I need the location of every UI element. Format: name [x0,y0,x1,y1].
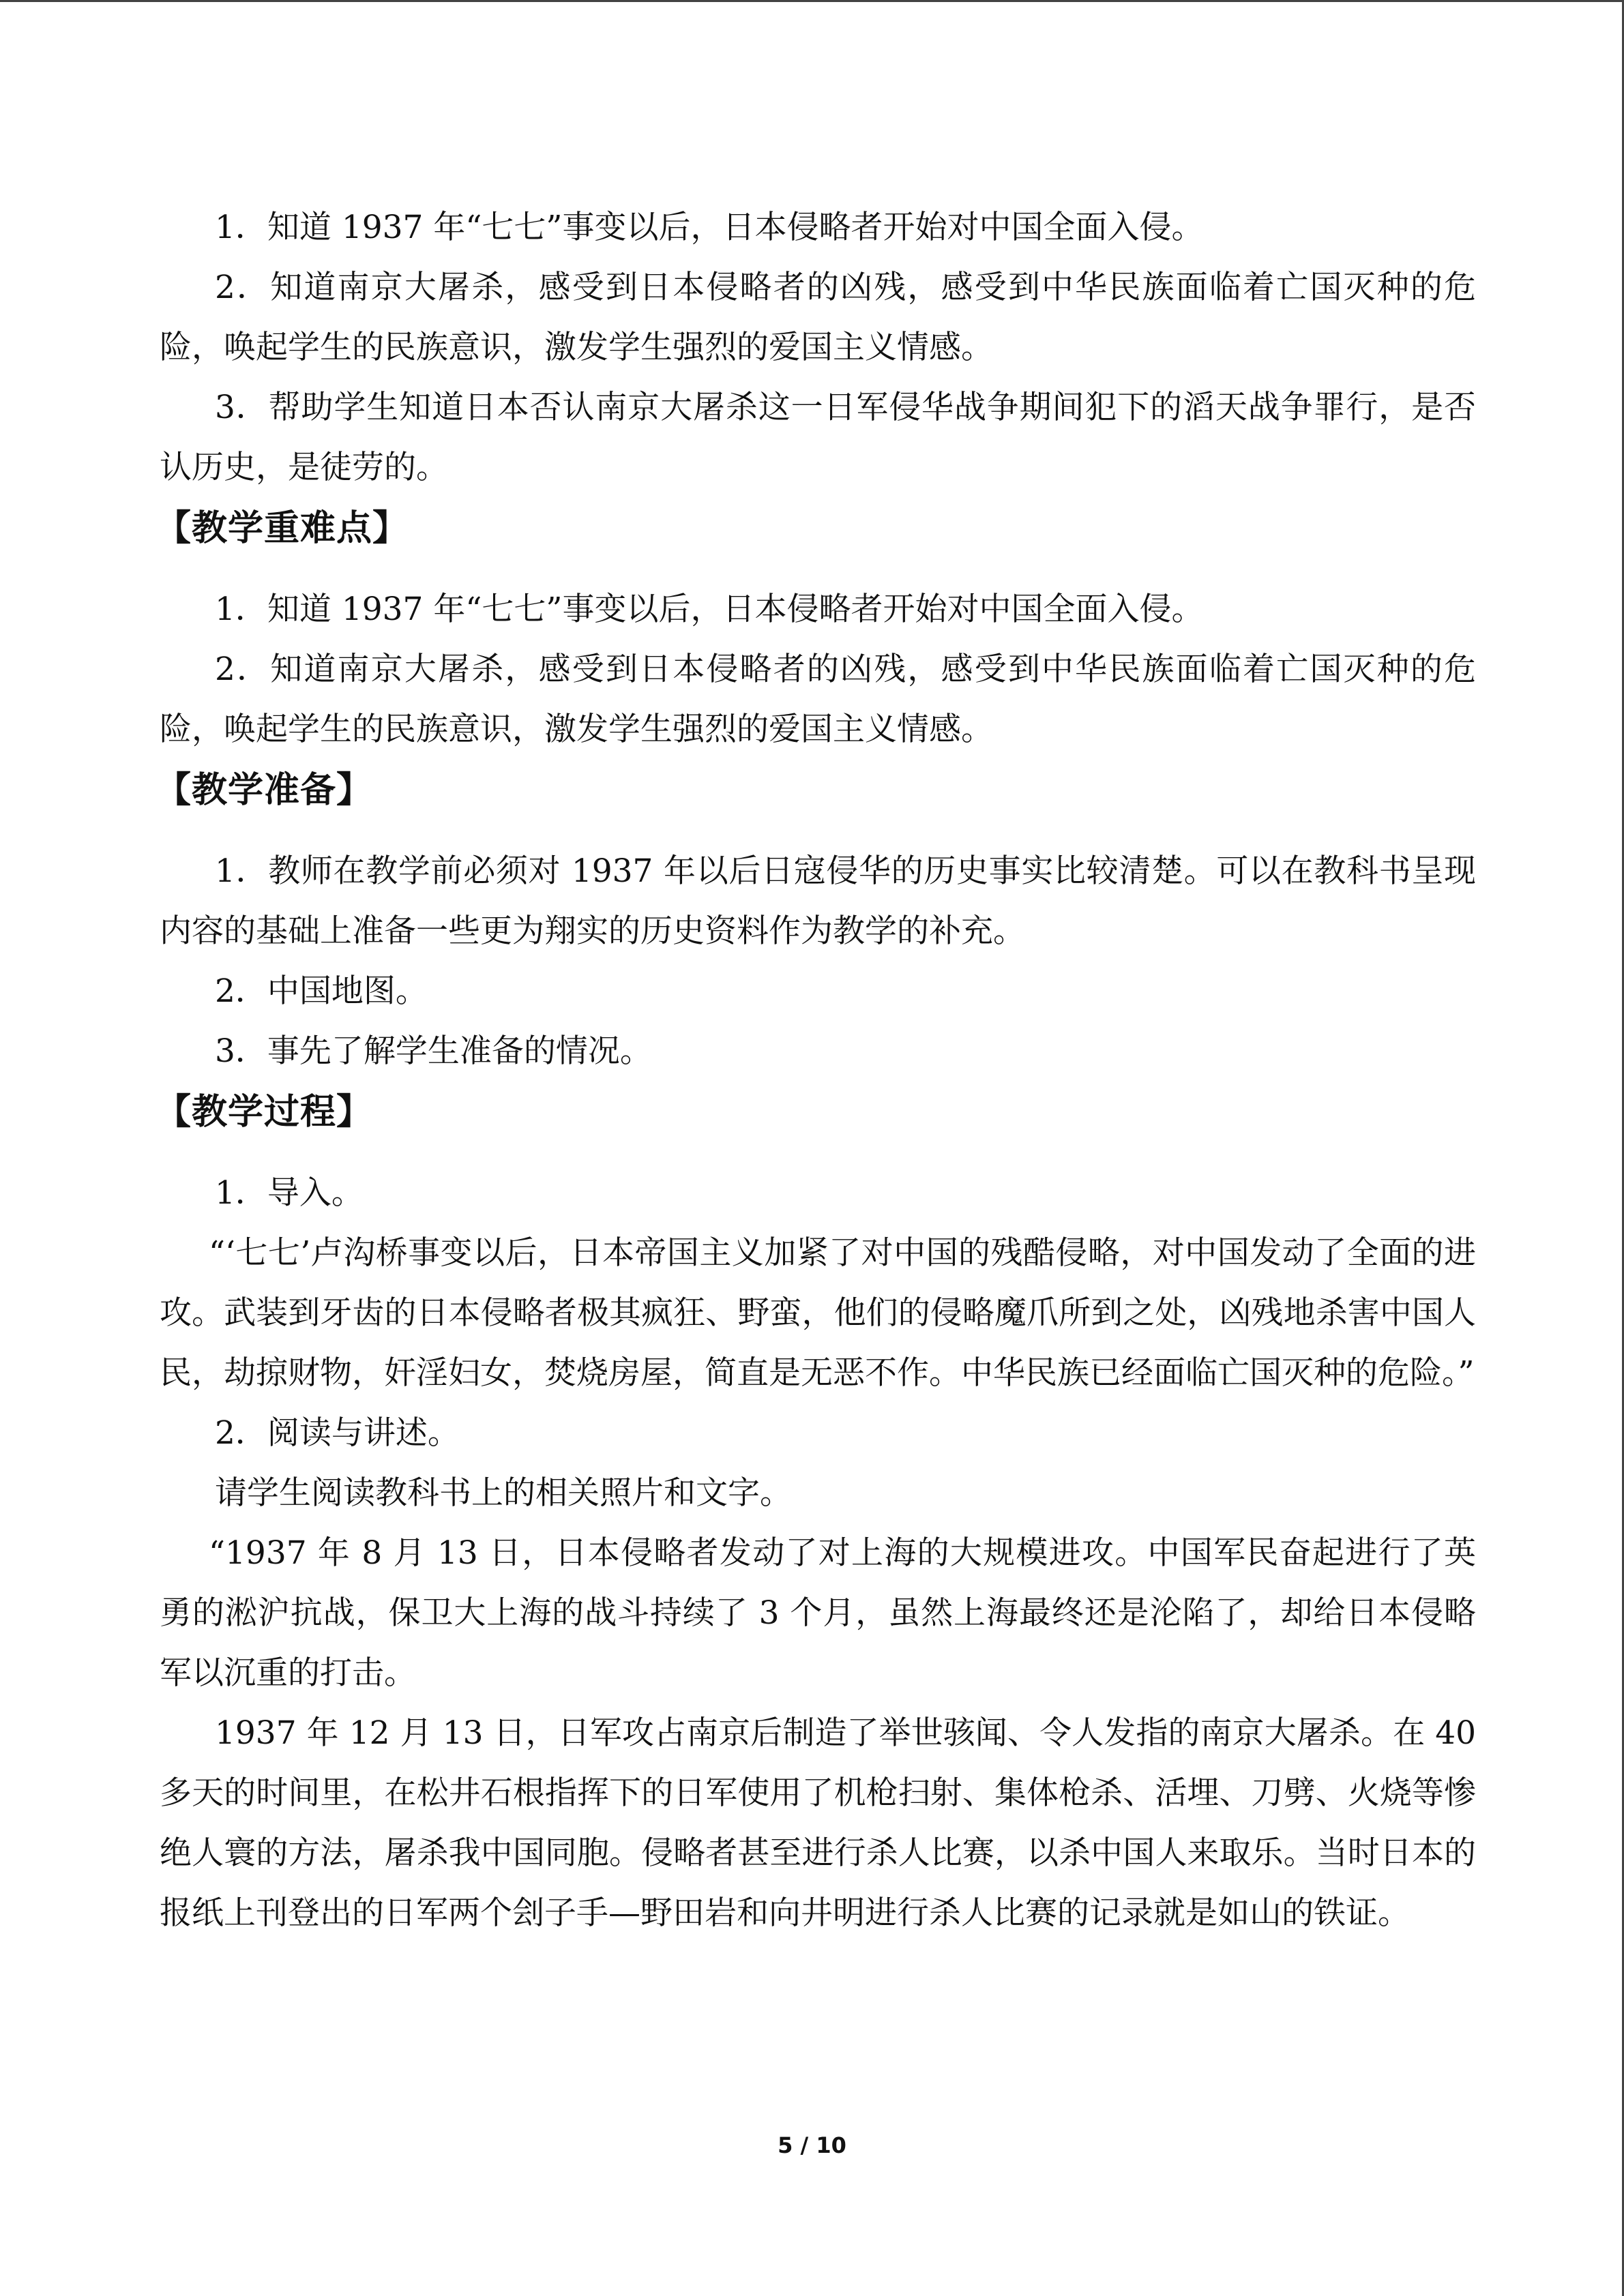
goal-item: 1．知道 1937 年“七七”事变以后，日本侵略者开始对中国全面入侵。 [215,209,1204,246]
process-step-title: 1．导入。 [215,1174,364,1212]
page-number: 5 / 10 [778,2132,846,2158]
process-quote: “1937 年 8 月 13 日，日本侵略者发动了对上海的大规模进攻。中国军民奋起进行了英勇的淞沪抗战，保卫大上海的战斗持续了 3 个月，虽然上海最终还是沦陷了，却给日本侵略军以沉重的打击。 [160,1534,1476,1692]
section-heading-process: 【教学过程】 [156,1092,373,1133]
page-border-top [0,0,1624,2]
process-step-title: 2．阅读与讲述。 [215,1414,460,1452]
process-quote: “‘七七’卢沟桥事变以后，日本帝国主义加紧了对中国的残酷侵略，对中国发动了全面的进攻。武装到牙齿的日本侵略者极其疯狂、野蛮，他们的侵略魔爪所到之处，凶残地杀害中国人民，劫掠财物，奸淫妇女，焚烧房屋，简直是无恶不作。中华民族已经面临亡国灭种的危险。” [160,1234,1476,1392]
key-point-item: 1．知道 1937 年“七七”事变以后，日本侵略者开始对中国全面入侵。 [215,591,1204,628]
preparation-item: 1．教师在教学前必须对 1937 年以后日寇侵华的历史事实比较清楚。可以在教科书呈现内容的基础上准备一些更为翔实的历史资料作为教学的补充。 [160,852,1476,950]
goal-item: 3．帮助学生知道日本否认南京大屠杀这一日军侵华战争期间犯下的滔天战争罪行，是否认历史，是徒劳的。 [160,389,1476,486]
preparation-item: 2．中国地图。 [215,972,428,1010]
process-quote-continued: 1937 年 12 月 13 日，日军攻占南京后制造了举世骇闻、令人发指的南京大屠杀。在 40 多天的时间里，在松井石根指挥下的日军使用了机枪扫射、集体枪杀、活埋、刀劈、火烧等惨绝人寰的方法，屠杀我中国同胞。侵略者甚至进行杀人比赛，以杀中国人来取乐。当时日本的报纸上刊登出的日军两个刽子手—野田岩和向井明进行杀人比赛的记录就是如山的铁证。 [160,1714,1476,1932]
document-body [156,198,1476,1943]
process-instruction: 请学生阅读教科书上的相关照片和文字。 [215,1474,792,1512]
section-heading-preparation: 【教学准备】 [156,770,373,811]
goal-item: 2．知道南京大屠杀，感受到日本侵略者的凶残，感受到中华民族面临着亡国灭种的危险，唤起学生的民族意识，激发学生强烈的爱国主义情感。 [160,269,1476,366]
key-point-item: 2．知道南京大屠杀，感受到日本侵略者的凶残，感受到中华民族面临着亡国灭种的危险，唤起学生的民族意识，激发学生强烈的爱国主义情感。 [160,651,1476,748]
preparation-item: 3．事先了解学生准备的情况。 [215,1032,652,1070]
section-heading-key-points: 【教学重难点】 [156,508,409,549]
